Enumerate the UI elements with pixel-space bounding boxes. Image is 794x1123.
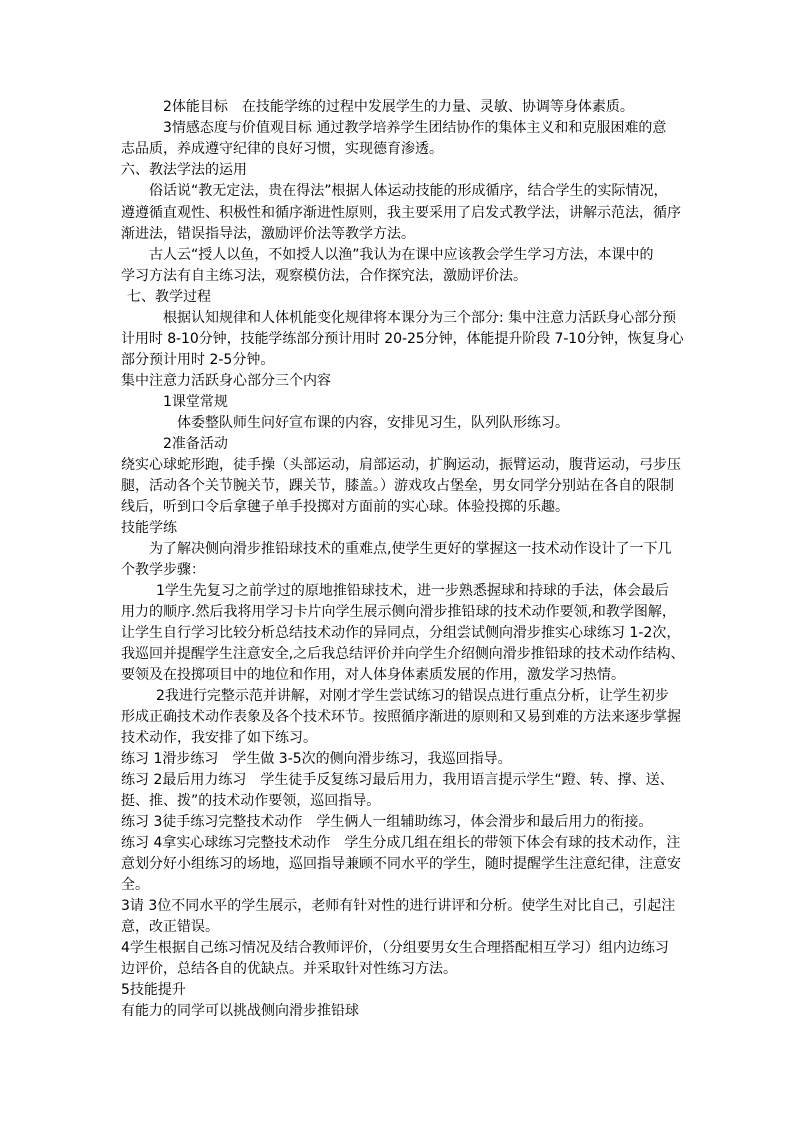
text-line: 根据认知规律和人体机能变化规律将本课分为三个部分: 集中注意力活跃身心部分预 xyxy=(163,310,677,326)
section-heading: 七、教学过程 xyxy=(127,289,211,305)
text-line: 1课堂常规 xyxy=(163,394,228,410)
text-line: 个教学步骤： xyxy=(121,562,205,578)
text-line: 用力的顺序.然后我将用学习卡片向学生展示侧向滑步推铅球的技术动作要领,和教学图解， xyxy=(121,604,676,620)
text-line: 意划分好小组练习的场地，巡回指导兼顾不同水平的学生，随时提醒学生注意纪律，注意安 xyxy=(121,856,681,872)
text-line: 练习 2最后用力练习 学生徒手反复练习最后用力，我用语言提示学生“蹬、转、撑、送、 xyxy=(121,772,674,788)
text-line: 线后，听到口令后拿毽子单手投掷对方面前的实心球。体验投掷的乐趣。 xyxy=(121,499,569,515)
text-line: 2我进行完整示范并讲解，对刚才学生尝试练习的错误点进行重点分析，让学生初步 xyxy=(156,688,669,704)
text-line: 技术动作，我安排了如下练习。 xyxy=(121,730,317,746)
text-line: 练习 4拿实心球练习完整技术动作 学生分成几组在组长的带领下体会有球的技术动作，注 xyxy=(121,835,681,851)
text-line: 学习方法有自主练习法，观察模仿法，合作探究法，激励评价法。 xyxy=(121,268,527,284)
text-line: 绕实心球蛇形跑，徒手操（头部运动，肩部运动，扩胸运动，振臂运动，腹背运动，弓步压 xyxy=(121,457,681,473)
text-line: 我巡回并提醒学生注意安全,之后我总结评价并向学生介绍侧向滑步推铅球的技术动作结构、 xyxy=(121,646,685,662)
text-line: 练习 1滑步练习 学生做 3-5次的侧向滑步练习，我巡回指导。 xyxy=(121,751,512,767)
text-line: 3情感态度与价值观目标 通过教学培养学生团结协作的集体主义和和克服困难的意 xyxy=(163,120,667,136)
text-line: 渐进法，错误指导法，激励评价法等教学方法。 xyxy=(121,226,415,242)
text-line: 意，改正错误。 xyxy=(121,919,219,935)
text-line: 边评价，总结各自的优缺点。并采取针对性练习方法。 xyxy=(121,961,457,977)
section-heading: 六、教法学法的运用 xyxy=(121,162,247,178)
text-line: 挺、推、拨”的技术动作要领，巡回指导。 xyxy=(121,793,381,809)
text-line: 遵遵循直观性、积极性和循序渐进性原则，我主要采用了启发式教学法，讲解示范法，循序 xyxy=(121,205,681,221)
text-line: 让学生自行学习比较分析总结技术动作的异同点，分组尝试侧向滑步推实心球练习 1-2次， xyxy=(121,625,681,641)
subsection-heading: 技能学练 xyxy=(121,520,177,536)
text-line: 2体能目标 在技能学练的过程中发展学生的力量、灵敏、协调等身体素质。 xyxy=(163,99,634,115)
text-line: 4学生根据自己练习情况及结合教师评价，（分组要男女生合理搭配相互学习）组内边练习 xyxy=(121,940,669,956)
text-line: 古人云“授人以鱼，不如授人以渔”我认为在课中应该教会学生学习方法，本课中的 xyxy=(149,247,654,263)
text-line: 为了解决侧向滑步推铅球技术的重难点,使学生更好的掌握这一技术动作设计了一下几 xyxy=(149,541,672,557)
text-line: 全。 xyxy=(121,877,149,893)
text-line: 2准备活动 xyxy=(163,436,228,452)
text-line: 志品质，养成遵守纪律的良好习惯，实现德育渗透。 xyxy=(121,141,443,157)
text-line: 腿，活动各个关节腕关节，踝关节，膝盖。）游戏攻占堡垒，男女同学分别站在各自的限制 xyxy=(121,478,674,494)
subsection-heading: 集中注意力活跃身心部分三个内容 xyxy=(121,373,331,389)
text-line: 形成正确技术动作表象及各个技术环节。按照循序渐进的原则和又易到难的方法来逐步掌握 xyxy=(121,709,681,725)
subsection-heading: 5技能提升 xyxy=(121,982,186,998)
text-line: 要领及在投掷项目中的地位和作用，对人体身体素质发展的作用，激发学习热情。 xyxy=(121,667,625,683)
text-line: 3请 3位不同水平的学生展示，老师有针对性的进行讲评和分析。使学生对比自己，引起注 xyxy=(121,898,676,914)
text-line: 俗话说“教无定法，贵在得法”根据人体运动技能的形成循序，结合学生的实际情况， xyxy=(149,183,668,199)
text-line: 1学生先复习之前学过的原地推铅球技术，进一步熟悉握球和持球的手法，体会最后 xyxy=(156,583,669,599)
text-line: 体委整队师生问好宣布课的内容，安排见习生，队列队形练习。 xyxy=(177,415,569,431)
text-line: 练习 3徒手练习完整技术动作 学生俩人一组辅助练习，体会滑步和最后用力的衔接。 xyxy=(121,814,653,830)
text-line: 计用时 8-10分钟，技能学练部分预计用时 20-25分钟，体能提升阶段 7-10分钟，恢复身心 xyxy=(121,331,684,347)
text-line: 部分预计用时 2-5分钟。 xyxy=(121,352,275,368)
text-line: 有能力的同学可以挑战侧向滑步推铅球 xyxy=(121,1003,359,1019)
